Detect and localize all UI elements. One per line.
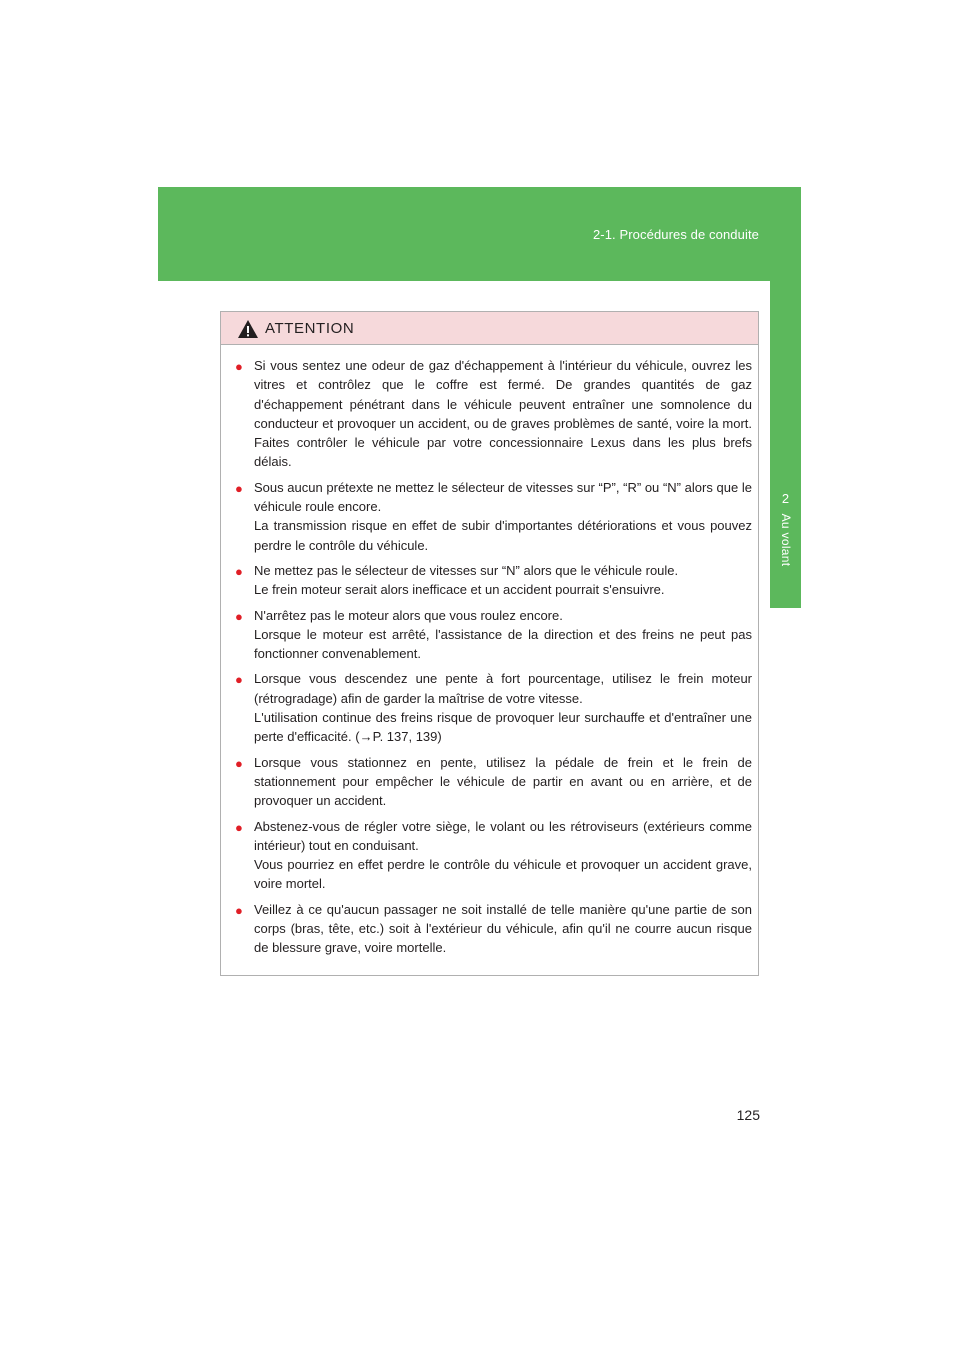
warning-paragraph: Sous aucun prétexte ne mettez le sélecteur de vitesses sur “P”, “R” ou “N” alors que le véhicule roule encore. (254, 479, 752, 515)
warning-paragraph: Si vous sentez une odeur de gaz d'échappement à l'intérieur du véhicule, ouvrez les vitres et contrôlez que le coffre est fermé. De grandes quantités de gaz d'échappement pénétrant dans le véhicule peuvent entraîner une somnolence du conducteur et provoquer un accident, ou de graves problèmes de santé, voire la mort. Faites contrôler le véhicule par votre concessionnaire Lexus dans les plus brefs délais. (254, 358, 752, 470)
warning-title: ATTENTION (265, 319, 355, 337)
red-dot-bullet-icon: ● (235, 480, 243, 496)
chapter-side-tab (770, 281, 801, 608)
red-dot-bullet-icon: ● (235, 563, 243, 579)
warning-paragraph: Veillez à ce qu'aucun passager ne soit installé de telle manière qu'une partie de son corps (bras, tête, etc.) soit à l'extérieur du véhicule, afin qu'il ne courre aucun risque de blessure grave, voire mortelle. (254, 901, 752, 956)
warning-header (221, 312, 758, 345)
warning-paragraph: La transmission risque en effet de subir d'importantes détériorations et vous pouvez perdre le contrôle du véhicule. (254, 518, 752, 553)
warning-item (235, 669, 752, 746)
chapter-label: Au volant (779, 513, 793, 567)
warning-box (220, 311, 759, 976)
warning-item (235, 606, 752, 664)
red-dot-bullet-icon: ● (235, 359, 243, 374)
chapter-number: 2 (781, 491, 790, 506)
warning-item (235, 561, 752, 600)
red-dot-bullet-icon: ● (235, 819, 243, 835)
warning-paragraph: Lorsque vous descendez une pente à fort pourcentage, utilisez le frein moteur (rétrogradage) afin de garder la maîtrise de votre vitesse. (254, 671, 752, 706)
warning-paragraph: Abstenez-vous de régler votre siège, le volant ou les rétroviseurs (extérieurs comme intérieur) tout en conduisant. (254, 818, 752, 853)
warning-item (235, 478, 752, 555)
red-dot-bullet-icon: ● (235, 608, 243, 624)
section-title: 2-1. Procédures de conduite (592, 227, 759, 242)
warning-paragraph: Le frein moteur serait alors inefficace et un accident pourrait s'ensuivre. (254, 582, 665, 598)
red-dot-bullet-icon: ● (235, 755, 243, 771)
warning-paragraph: Lorsque le moteur est arrêté, l'assistance de la direction et des freins ne peut pas fonctionner convenablement. (254, 626, 752, 662)
warning-item (235, 753, 752, 811)
red-dot-bullet-icon: ● (235, 672, 243, 688)
warning-paragraph: L'utilisation continue des freins risque de provoquer leur surchauffe et d'entraîner une perte d'efficacité. (→P. 137, 139) (254, 710, 752, 745)
header-band (158, 187, 801, 281)
warning-paragraph: Ne mettez pas le sélecteur de vitesses sur “N” alors que le véhicule roule. (254, 562, 679, 578)
warning-item (235, 356, 752, 472)
warning-item (235, 900, 752, 958)
warning-item (235, 817, 752, 894)
warning-paragraph: Lorsque vous stationnez en pente, utilisez la pédale de frein et le frein de stationnement pour empêcher le véhicule de partir en avant ou en arrière, et de provoquer un accident. (254, 754, 752, 809)
red-dot-bullet-icon: ● (235, 902, 243, 918)
warning-triangle-icon (237, 319, 259, 339)
page-number: 125 (736, 1107, 760, 1123)
warning-list (221, 345, 758, 958)
warning-paragraph: N'arrêtez pas le moteur alors que vous roulez encore. (254, 607, 563, 623)
warning-paragraph: Vous pourriez en effet perdre le contrôle du véhicule et provoquer un accident grave, voire mortel. (254, 857, 752, 892)
